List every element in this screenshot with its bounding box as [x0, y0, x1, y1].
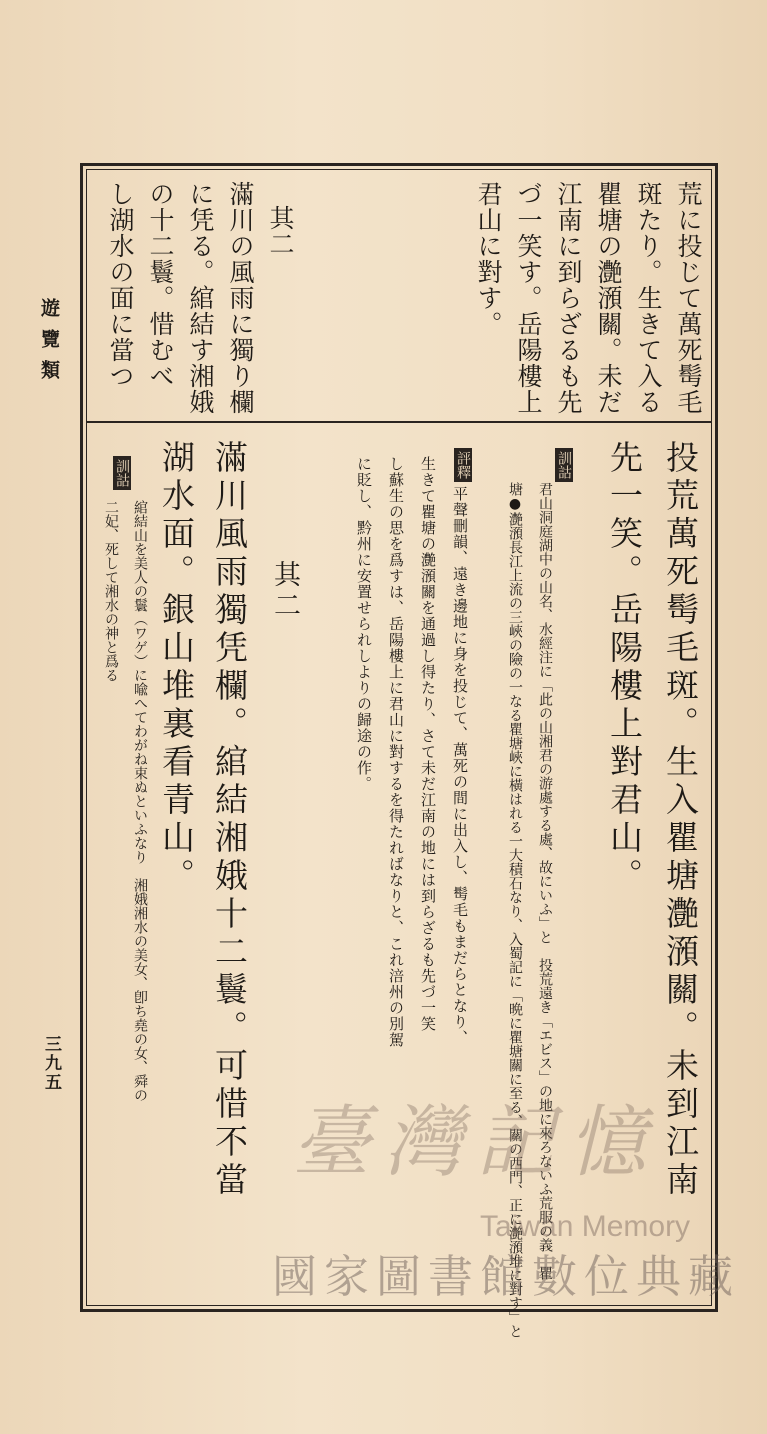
kunko1-line: 塘●灔澦長江上流の三峽の險の一なる瞿塘峽に橫はれる一大積石なり、入蜀記に「晩に瞿塘關に至る、關の西門、正に灔澦堆に對す」と: [507, 482, 523, 1338]
upper-line: 荒に投じて萬死髩毛: [674, 181, 703, 415]
watermark-english: Taiwan Memory: [480, 1210, 691, 1243]
upper-line: 君山に對す。: [474, 181, 503, 337]
kunko2-label: 訓詁: [113, 456, 131, 490]
upper-line: 江南に到らざるも先: [554, 181, 583, 415]
upper-line: に凭る。綰結す湘娥: [186, 181, 215, 415]
hyoshaku-block: [454, 448, 472, 490]
upper-line: 斑たり。生きて入る: [634, 181, 663, 415]
upper-line: 瞿塘の灔澦關。未だ: [594, 181, 623, 415]
kunko2-line: 綰結山を美人の鬟（ワゲ）に喩へてわがね束ぬといふなり 湘娥湘水の美女、卽ち堯の女、舜の: [132, 500, 148, 1102]
upper-line: の十二鬟。惜むべ: [146, 181, 175, 389]
kunko1-line: 君山洞庭湖中の山名、水經注に「此の山湘君の游處する處、故にいふ」と 投荒遠き「エビス」の地に來ろないふ荒服の義 瞿: [537, 482, 553, 1280]
upper-line: づ一笑す。岳陽樓上: [514, 181, 543, 415]
poem2-heading: 其二: [269, 560, 300, 622]
watermark-library: 國家圖書館數位典藏: [272, 1250, 741, 1303]
watermark-signature: 臺灣記憶: [292, 1098, 661, 1188]
poem1-line: 投荒萬死髩毛斑。生入瞿塘灔澦關。未到江南: [661, 440, 700, 1200]
poem2-line: 滿川風雨獨凭欄。綰結湘娥十二鬟。可惜不當: [210, 440, 249, 1200]
section-divider: [86, 421, 712, 423]
page-number: 三九五: [41, 1035, 61, 1092]
kunko1-label: 訓詁: [555, 448, 573, 482]
hyoshaku-line: 平聲刪韻、遠き邊地に身を投じて、萬死の間に出入し、髩毛もまだらとなり、: [451, 486, 469, 1046]
hyoshaku-line: 生きて瞿塘の灔澦關を通過し得たり、さて未だ江南の地には到らざるも先づ一笑: [419, 456, 437, 1032]
poem2-line: 湖水面。銀山堆裏看青山。: [157, 440, 196, 896]
kunko1-block: [555, 448, 573, 490]
hyoshaku-line: し蘇生の思を爲すは、岳陽樓上に君山に對するを得たればなりと、これ涪州の別駕: [387, 456, 405, 1048]
hyoshaku-label: 評釋: [454, 448, 472, 482]
hyoshaku-line: に貶し、黔州に安置せられしよりの歸途の作。: [355, 456, 373, 792]
margin-category-label: 遊覽類: [38, 298, 60, 391]
poem1-line: 先一笑。岳陽樓上對君山。: [605, 440, 644, 896]
upper-line-heading: 其二: [266, 205, 295, 257]
kunko2-line: 二妃、死して湘水の神と爲る: [103, 500, 119, 682]
upper-line: 滿川の風雨に獨り欄: [226, 181, 255, 415]
upper-line: し湖水の面に當つ: [106, 181, 135, 389]
kunko2-block: [113, 456, 131, 498]
